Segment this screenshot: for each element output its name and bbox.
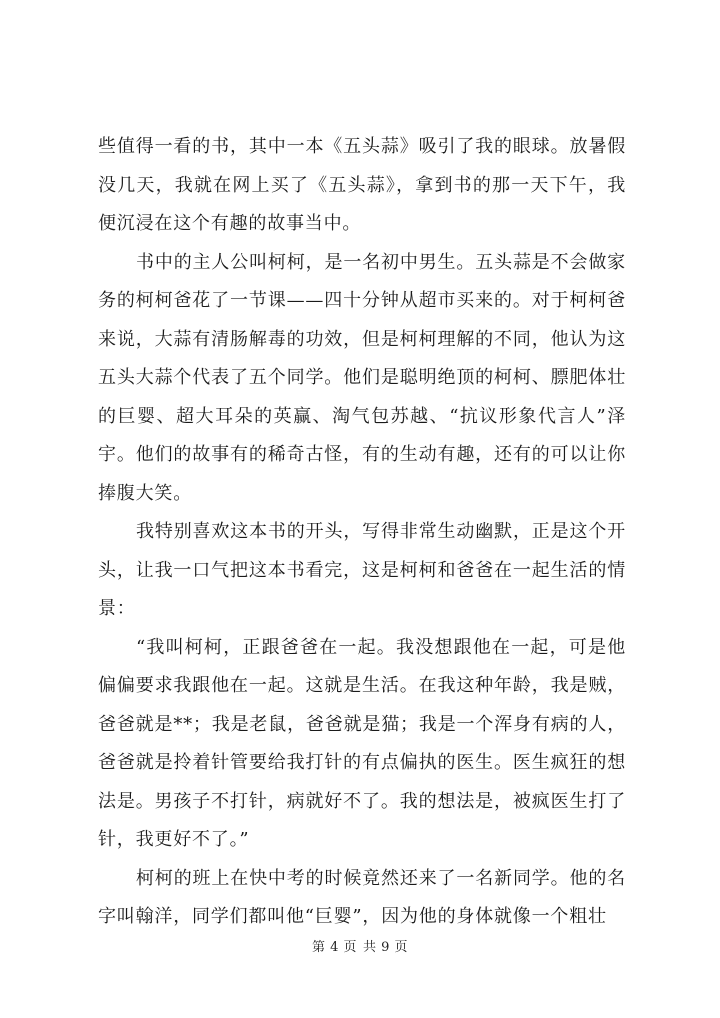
page-number-total: 共 9 页	[363, 940, 409, 955]
paragraph-protagonist: 书中的主人公叫柯柯，是一名初中男生。五头蒜是不会做家务的柯柯爸花了一节课——四十分钟从超市买来的。对于柯柯爸来说，大蒜有清肠解毒的功效，但是柯柯理解的不同，他认为这五头大蒜个代表了五个同学。他们是聪明绝顶的柯柯、膘肥体壮的巨婴、超大耳朵的英赢、淘气包苏越、“抗议形象代言人”泽宇。他们的故事有的稀奇古怪，有的生动有趣，还有的可以让你捧腹大笑。	[98, 251, 626, 504]
page-number-current: 第 4 页	[311, 940, 357, 955]
paragraph-quote: “我叫柯柯，正跟爸爸在一起。我没想跟他在一起，可是他偏偏要求我跟他在一起。这就是生活。在我这种年龄，我是贼，爸爸就是**；我是老鼠，爸爸就是猫；我是一个浑身有病的人，爸爸就是拎着针管要给我打针的有点偏执的医生。医生疯狂的想法是。男孩子不打针，病就好不了。我的想法是，被疯医生打了针，我更好不了。”	[98, 636, 626, 850]
paragraph-continued: 些值得一看的书，其中一本《五头蒜》吸引了我的眼球。放暑假没几天，我就在网上买了《五头蒜》，拿到书的那一天下午，我便沉浸在这个有趣的故事当中。	[98, 136, 626, 234]
paragraph-new-classmate: 柯柯的班上在快中考的时候竟然还来了一名新同学。他的名字叫翰洋，同学们都叫他“巨婴”，因为他的身体就像一个粗壮	[98, 867, 626, 927]
page-footer	[0, 936, 720, 955]
document-body	[98, 128, 626, 937]
paragraph-opening: 我特别喜欢这本书的开头，写得非常生动幽默，正是这个开头，让我一口气把这本书看完，这是柯柯和爸爸在一起生活的情景：	[98, 521, 626, 619]
